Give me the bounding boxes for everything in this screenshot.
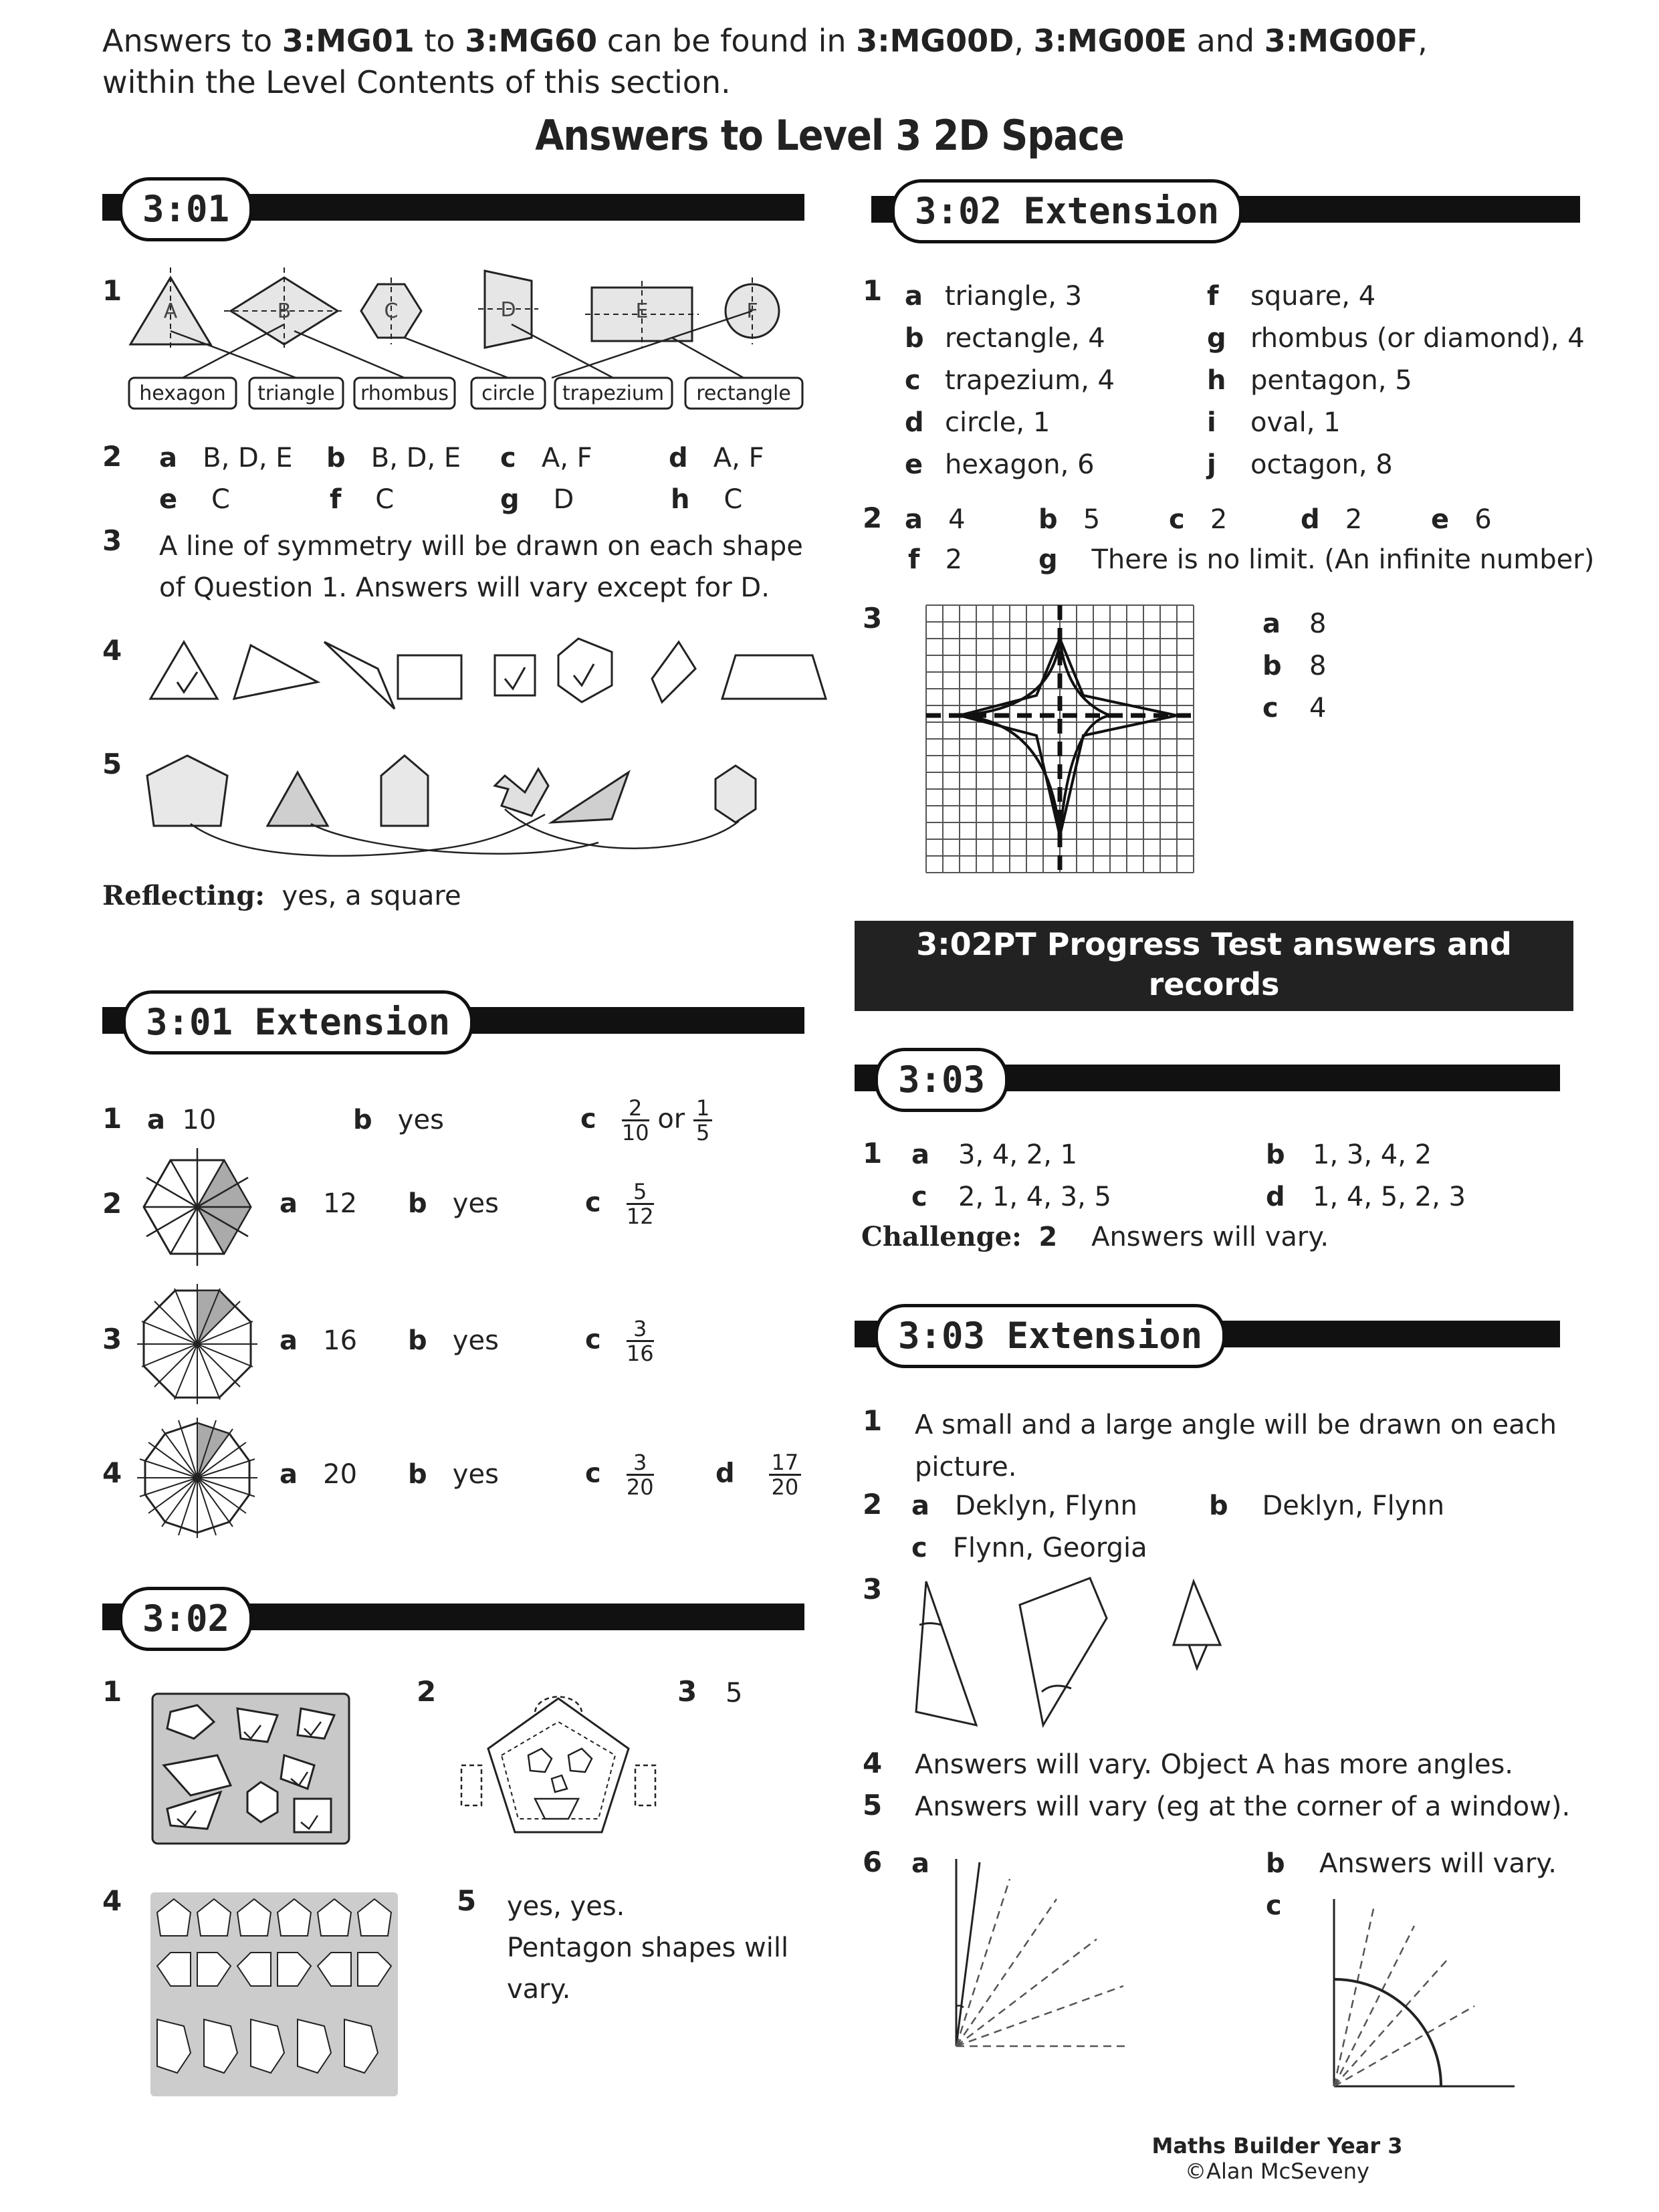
- challenge-answer: [861, 1220, 1329, 1254]
- challenge-text: Answers will vary.: [1091, 1222, 1329, 1252]
- notice-line: are at the end of this section.: [956, 1006, 1472, 1042]
- answer-item: c 4: [1262, 693, 1327, 724]
- question-number: 2: [863, 502, 883, 534]
- answer-line: Pentagon shapes will: [507, 1932, 789, 1963]
- question-number: 4: [863, 1747, 883, 1779]
- footer-copyright: ©Alan McSeveny: [1185, 2159, 1369, 2184]
- answer-list-left: [905, 275, 1115, 486]
- sub-question-letter: a: [911, 1848, 929, 1879]
- header-pill: 3:01 Extension: [122, 990, 473, 1055]
- answer-line: yes, yes.: [507, 1891, 625, 1922]
- pentagon-tiling-picture: [150, 1892, 398, 2096]
- section-header-303: [855, 1059, 1560, 1101]
- intro-part: to: [414, 23, 465, 59]
- question-number: 6: [863, 1846, 883, 1878]
- answer-list-right: [1207, 275, 1585, 486]
- answer-line: of Question 1. Answers will vary except for D.: [159, 572, 770, 603]
- question-number: 3: [863, 1573, 883, 1606]
- question-number: 1: [863, 1137, 883, 1170]
- question-number: 4: [102, 1884, 122, 1917]
- answer-text: Answers will vary.: [1319, 1848, 1557, 1879]
- footer: [1110, 2133, 1444, 2184]
- shape-letter: D: [500, 298, 516, 322]
- question-number: 2: [863, 1488, 883, 1521]
- angle-fan-picture-a: [943, 1859, 1157, 2060]
- intro-part: Answers to: [102, 23, 282, 59]
- intro-code: 3:MG00F: [1264, 23, 1418, 59]
- answer-item-fraction: c $\frac{3}{16}$: [585, 1316, 654, 1366]
- answer-item: b B, D, E: [326, 443, 461, 473]
- answer-item: b yes: [408, 1325, 499, 1356]
- header-pill: 3:02 Extension: [891, 179, 1242, 243]
- answer-item-fraction: c $\frac{2}{10}$ or $\frac{1}{5}$: [580, 1097, 712, 1144]
- answer-item: b yes: [353, 1105, 444, 1135]
- question-number: 3: [102, 524, 122, 557]
- question-number: 1: [863, 1404, 883, 1437]
- answer-item: j octagon, 8: [1207, 449, 1393, 480]
- progress-test-notice: [855, 921, 1573, 1042]
- shape-name-label: circle: [481, 382, 535, 405]
- challenge-number: 2: [1038, 1222, 1058, 1252]
- answer-item: d A, F: [669, 443, 764, 473]
- answer-item: f C: [330, 484, 395, 515]
- answer-text: Answers will vary. Object A has more angles.: [915, 1749, 1514, 1780]
- answer-item: c 2: [1169, 504, 1228, 535]
- section-header-301-extension: [102, 1001, 804, 1043]
- challenge-label: Challenge:: [861, 1221, 1022, 1252]
- answer-item: a 16: [280, 1325, 358, 1356]
- answer-item: b yes: [408, 1459, 499, 1490]
- intro-text: [102, 20, 1428, 103]
- intro-part: ,: [1014, 23, 1034, 59]
- answer-item: d circle, 1: [905, 407, 1050, 438]
- question-number: 2: [417, 1675, 437, 1708]
- intro-part: and: [1186, 23, 1264, 59]
- shape-name-label: triangle: [257, 382, 335, 405]
- answer-item: c A, F: [500, 443, 592, 473]
- answer-item: i oval, 1: [1207, 407, 1341, 438]
- answer-line: picture.: [915, 1452, 1017, 1482]
- header-pill: 3:03: [875, 1048, 1008, 1112]
- shape-name-label: trapezium: [562, 382, 665, 405]
- reflecting-answer: [102, 879, 461, 913]
- answer-line: vary.: [507, 1974, 571, 2005]
- question-number: 3: [863, 602, 883, 635]
- question-number: 3: [677, 1675, 697, 1708]
- decagon-divided: [137, 1418, 257, 1538]
- question-number: 5: [102, 748, 122, 780]
- answer-item: a 8: [1262, 609, 1327, 639]
- answer-item-fraction: c $\frac{3}{20}$: [585, 1450, 654, 1500]
- answer-item: a 10: [147, 1105, 217, 1135]
- question-number: 4: [102, 634, 122, 667]
- page-title: Answers to Level 3 2D Space: [535, 111, 1124, 160]
- question-number: 1: [102, 1102, 122, 1135]
- answer-item: b 8: [1262, 651, 1327, 681]
- answer-item: a triangle, 3: [905, 281, 1083, 312]
- answer-text: 5: [726, 1678, 743, 1708]
- answer-item: g There is no limit. (An infinite number): [1038, 544, 1595, 575]
- reflecting-text: yes, a square: [282, 881, 461, 911]
- intro-code: 3:MG00E: [1033, 23, 1187, 59]
- intro-code: 3:MG01: [282, 23, 415, 59]
- octagon-divided: [137, 1284, 257, 1404]
- question-number: 5: [457, 1884, 477, 1917]
- question-number: 5: [863, 1789, 883, 1821]
- sub-question-letter: c: [1266, 1890, 1282, 1921]
- notice-line: 3:02PT Progress Test answers and records: [916, 926, 1512, 1002]
- answer-item: c trapezium, 4: [905, 365, 1115, 396]
- answer-item: b Deklyn, Flynn: [1209, 1490, 1445, 1521]
- intro-part: ,: [1418, 23, 1428, 59]
- answer-text: [915, 1404, 1557, 1488]
- answer-item: b 1, 3, 4, 2: [1266, 1139, 1432, 1170]
- answer-item: a Deklyn, Flynn: [911, 1490, 1137, 1521]
- shape-name-label: hexagon: [139, 382, 226, 405]
- question-number: 2: [102, 1187, 122, 1220]
- grid-answers: [1262, 603, 1326, 730]
- answer-line: A small and a large angle will be drawn on each: [915, 1410, 1557, 1440]
- answer-line: A line of symmetry will be drawn on each shape: [159, 531, 803, 562]
- pentagon-face-picture: [461, 1692, 655, 1846]
- answer-item: a 20: [280, 1459, 358, 1490]
- answer-item: a B, D, E: [159, 443, 293, 473]
- section-header-303-extension: [855, 1315, 1560, 1357]
- answer-item: h C: [671, 484, 743, 515]
- hexagon-divided: [137, 1147, 257, 1267]
- answer-item: a 12: [280, 1188, 358, 1219]
- answer-item: e hexagon, 6: [905, 449, 1095, 480]
- answer-item: b rectangle, 4: [905, 323, 1105, 354]
- question-number: 1: [102, 274, 122, 307]
- intro-part: can be found in: [597, 23, 857, 59]
- reflecting-label: Reflecting:: [102, 880, 265, 911]
- shape-letter: B: [277, 300, 292, 323]
- shapes-matching-halves: [144, 749, 819, 856]
- shapes-box-picture: [150, 1692, 351, 1846]
- question-number: 3: [102, 1323, 122, 1355]
- answer-item: b 5: [1038, 504, 1101, 535]
- shape-letter: A: [163, 300, 178, 323]
- answer-item: g D: [500, 484, 574, 515]
- intro-line2: within the Level Contents of this section.: [102, 64, 731, 100]
- section-header-302: [102, 1597, 804, 1640]
- shape-letter: F: [746, 300, 758, 323]
- answer-text: [507, 1886, 788, 2010]
- answer-item: c 2, 1, 4, 3, 5: [911, 1182, 1111, 1212]
- question-number: 1: [863, 274, 883, 307]
- answer-item: a 4: [905, 504, 966, 535]
- answer-item: h pentagon, 5: [1207, 365, 1412, 396]
- shapes-with-checks: [144, 629, 826, 715]
- answer-item: d 1, 4, 5, 2, 3: [1266, 1182, 1466, 1212]
- footer-title: Maths Builder Year 3: [1151, 2133, 1403, 2159]
- question-number: 4: [102, 1456, 122, 1489]
- intro-code: 3:MG00D: [856, 23, 1014, 59]
- angle-shapes-picture: [909, 1571, 1270, 1732]
- answer-item: f square, 4: [1207, 281, 1376, 312]
- shape-letter: C: [384, 300, 399, 323]
- answer-item: a 3, 4, 2, 1: [911, 1139, 1078, 1170]
- shape-name-label: rhombus: [360, 382, 449, 405]
- shapes-matching-diagram: [124, 264, 812, 418]
- header-pill: 3:02: [119, 1587, 253, 1651]
- shape-letter: E: [635, 300, 649, 323]
- answer-item: b yes: [408, 1188, 499, 1219]
- answer-item-fraction: c $\frac{5}{12}$: [585, 1179, 654, 1229]
- symmetry-grid-star: [926, 605, 1194, 873]
- header-pill: 3:01: [119, 177, 253, 241]
- answer-item: e C: [159, 484, 230, 515]
- answer-item: f 2: [908, 544, 963, 575]
- sub-question-letter: b: [1266, 1848, 1285, 1879]
- angle-fan-picture-c: [1321, 1899, 1521, 2100]
- answer-text: Answers will vary (eg at the corner of a window).: [915, 1791, 1571, 1822]
- answer-item: g rhombus (or diamond), 4: [1207, 323, 1585, 354]
- section-header-302-extension: [871, 190, 1580, 232]
- answer-item: d 2: [1301, 504, 1363, 535]
- question-number: 1: [102, 1675, 122, 1708]
- answer-item: c Flynn, Georgia: [911, 1533, 1147, 1563]
- intro-code: 3:MG60: [465, 23, 598, 59]
- answer-item-fraction: d $\frac{17}{20}$: [715, 1451, 801, 1499]
- shape-name-label: rectangle: [696, 382, 791, 405]
- header-pill: 3:03 Extension: [875, 1304, 1226, 1368]
- question-number: 2: [102, 440, 122, 473]
- answer-item: e 6: [1431, 504, 1492, 535]
- answer-text: [159, 526, 803, 609]
- section-header-301: [102, 188, 804, 230]
